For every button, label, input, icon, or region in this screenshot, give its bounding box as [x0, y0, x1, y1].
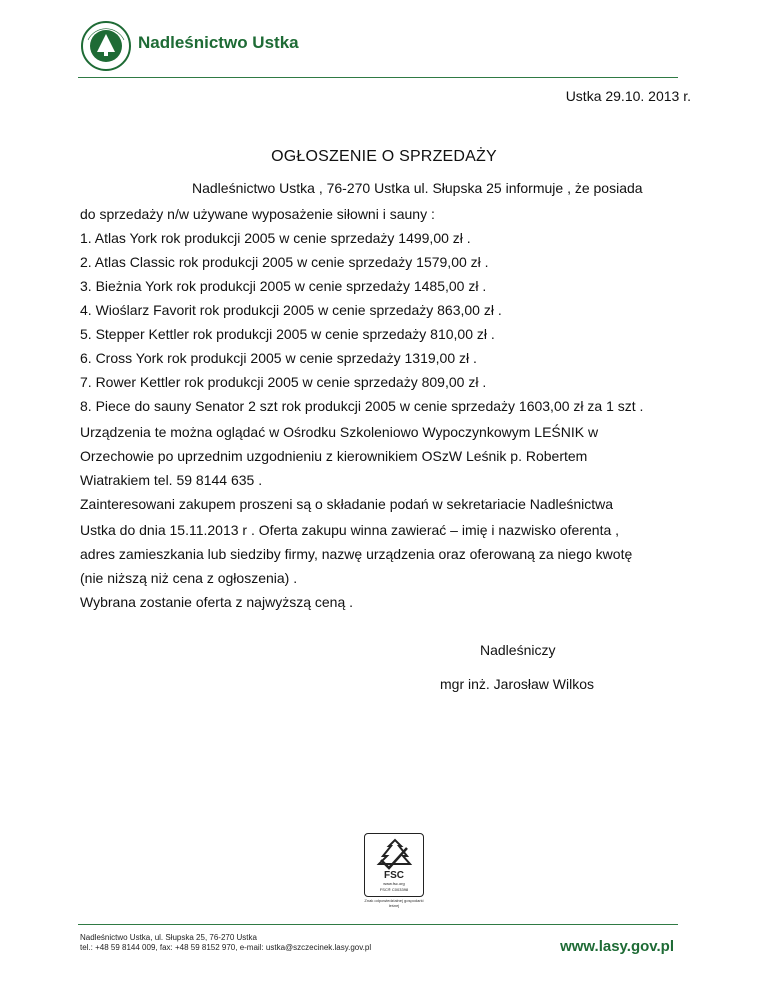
- list-item: 6. Cross York rok produkcji 2005 w cenie sprzedaży 1319,00 zł .: [80, 350, 477, 366]
- footer-contact: tel.: +48 59 8144 009, fax: +48 59 8152 970, e-mail: ustka@szczecinek.lasy.gov.pl: [80, 943, 372, 952]
- offers-line: Ustka do dnia 15.11.2013 r . Oferta zakupu winna zawierać – imię i nazwisko oferenta ,: [80, 522, 620, 538]
- viewing-line: Wiatrakiem tel. 59 8144 635 .: [80, 472, 263, 488]
- list-item: 4. Wioślarz Favorit rok produkcji 2005 w cenie sprzedaży 863,00 zł .: [80, 302, 502, 318]
- offers-line: adres zamieszkania lub siedziby firmy, nazwę urządzenia oraz oferowaną za niego kwotę: [80, 546, 633, 562]
- list-item: 7. Rower Kettler rok produkcji 2005 w cenie sprzedaży 809,00 zł .: [80, 374, 487, 390]
- page-title: OGŁOSZENIE O SPRZEDAŻY: [271, 148, 497, 165]
- viewing-line: Orzechowie po uprzednim uzgodnieniu z kierownikiem OSzW Leśnik p. Robertem: [80, 448, 588, 464]
- closing-line: Wybrana zostanie oferta z najwyższą ceną .: [80, 594, 354, 610]
- offers-line: (nie niższą niż cena z ogłoszenia) .: [80, 570, 298, 586]
- signature-name: mgr inż. Jarosław Wilkos: [440, 676, 595, 692]
- website-link[interactable]: www.lasy.gov.pl: [560, 938, 674, 955]
- fsc-logo: [364, 833, 424, 897]
- organization-name: Nadleśnictwo Ustka: [138, 33, 299, 52]
- list-item: 5. Stepper Kettler rok produkcji 2005 w cenie sprzedaży 810,00 zł .: [80, 326, 495, 342]
- viewing-line: Urządzenia te można oglądać w Ośrodku Szkoleniowo Wypoczynkowym LEŚNIK w: [80, 424, 599, 440]
- offers-line: Zainteresowani zakupem proszeni są o składanie podań w sekretariacie Nadleśnictwa: [80, 496, 614, 512]
- footer-address: Nadleśnictwo Ustka, ul. Słupska 25, 76-270 Ustka: [80, 933, 257, 942]
- fsc-code: FSC® C003398: [379, 887, 409, 892]
- header-divider: [78, 77, 678, 78]
- lasy-panstwowe-logo-icon: [80, 20, 132, 72]
- list-item: 3. Bieżnia York rok produkcji 2005 w cenie sprzedaży 1485,00 zł .: [80, 278, 487, 294]
- intro-line-1: Nadleśnictwo Ustka , 76-270 Ustka ul. Słupska 25 informuje , że posiada: [192, 180, 643, 196]
- list-item: 8. Piece do sauny Senator 2 szt rok produkcji 2005 w cenie sprzedaży 1603,00 zł za 1 szt .: [80, 398, 644, 414]
- signature-role: Nadleśniczy: [480, 642, 556, 658]
- footer-divider: [78, 924, 678, 925]
- fsc-label: FSC: [384, 870, 404, 881]
- fsc-url: www.fsc.org: [383, 881, 405, 886]
- fsc-caption: Znak odpowiedzialnej gospodarki leśnej: [364, 898, 424, 908]
- intro-line-2: do sprzedaży n/w używane wyposażenie siłowni i sauny :: [80, 206, 435, 222]
- fsc-tree-check-icon: [365, 834, 423, 896]
- date-line: Ustka 29.10. 2013 r.: [565, 88, 691, 104]
- list-item: 1. Atlas York rok produkcji 2005 w cenie sprzedaży 1499,00 zł .: [80, 230, 471, 246]
- list-item: 2. Atlas Classic rok produkcji 2005 w cenie sprzedaży 1579,00 zł .: [80, 254, 489, 270]
